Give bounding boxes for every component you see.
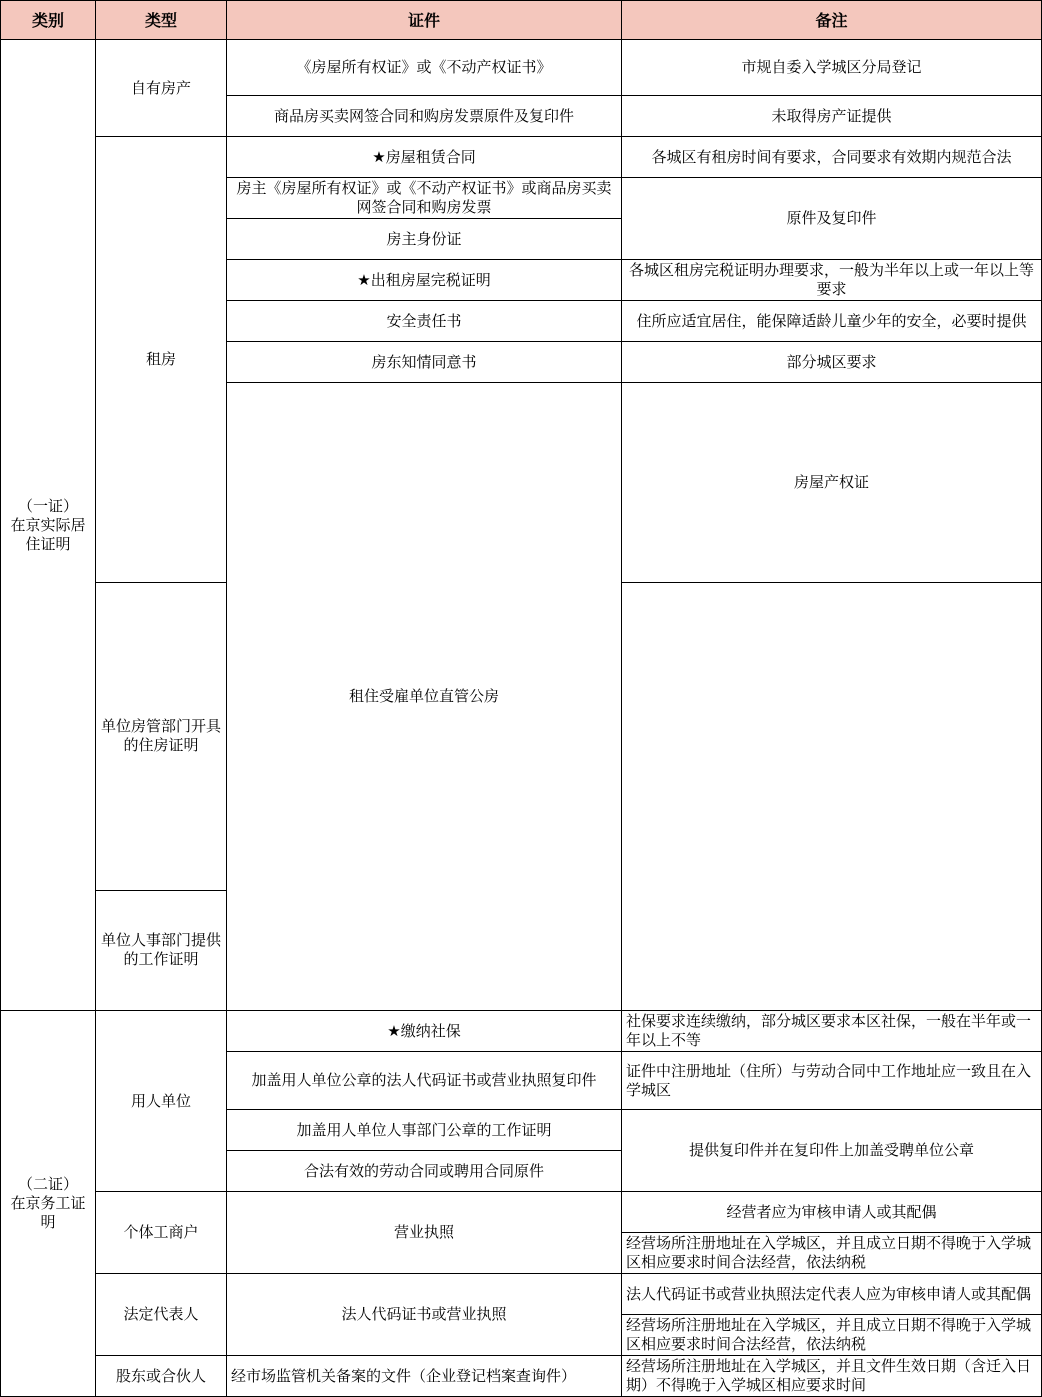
remark-cell: 各城区租房完税证明办理要求，一般为半年以上或一年以上等要求 xyxy=(622,260,1042,301)
header-category: 类别 xyxy=(1,1,96,40)
document-cell: 房屋产权证 xyxy=(622,383,1042,583)
document-cell: 《房屋所有权证》或《不动产权证书》 xyxy=(227,40,622,96)
remark-cell: 市规自委入学城区分局登记 xyxy=(622,40,1042,96)
document-cell: 加盖用人单位人事部门公章的工作证明 xyxy=(227,1110,622,1151)
table-row xyxy=(1,40,1042,96)
type-cell: 自有房产 xyxy=(96,40,227,137)
remark-cell: 未取得房产证提供 xyxy=(622,96,1042,137)
document-cell: 经市场监管机关备案的文件（企业登记档案查询件） xyxy=(227,1356,622,1397)
remark-cell: 各城区有租房时间有要求，合同要求有效期内规范合法 xyxy=(622,137,1042,178)
remark-cell: 经营场所注册地址在入学城区，并且文件生效日期（含迁入日期）不得晚于入学城区相应要求时间 xyxy=(622,1356,1042,1397)
document-cell: 营业执照 xyxy=(227,1192,622,1274)
remark-cell: 原件及复印件 xyxy=(622,178,1042,260)
document-cell: ★房屋租赁合同 xyxy=(227,137,622,178)
document-cell: 商品房买卖网签合同和购房发票原件及复印件 xyxy=(227,96,622,137)
header-document: 证件 xyxy=(227,1,622,40)
document-cell: 房主《房屋所有权证》或《不动产权证书》或商品房买卖网签合同和购房发票 xyxy=(227,178,622,219)
header-type: 类型 xyxy=(96,1,227,40)
header-row xyxy=(1,1,1042,40)
type-cell: 股东或合伙人 xyxy=(96,1356,227,1397)
category-cell: （二证） 在京务工证明 xyxy=(1,1011,96,1397)
remark-cell: 部分城区要求 xyxy=(622,342,1042,383)
type-cell: 租房 xyxy=(96,137,227,583)
document-cell: 单位人事部门提供的工作证明 xyxy=(96,890,227,1010)
document-cell: 加盖用人单位公章的法人代码证书或营业执照复印件 xyxy=(227,1052,622,1110)
type-cell: 租住受雇单位直管公房 xyxy=(227,383,622,1011)
document-cell: ★出租房屋完税证明 xyxy=(227,260,622,301)
remark-cell: 法人代码证书或营业执照法定代表人应为审核申请人或其配偶 xyxy=(622,1274,1042,1315)
document-cell: 法人代码证书或营业执照 xyxy=(227,1274,622,1356)
document-cell: 房东知情同意书 xyxy=(227,342,622,383)
remark-cell: 经营场所注册地址在入学城区，并且成立日期不得晚于入学城区相应要求时间合法经营，依法纳税 xyxy=(622,1315,1042,1356)
remark-cell: 住所应适宜居住，能保障适龄儿童少年的安全，必要时提供 xyxy=(622,301,1042,342)
document-cell: ★缴纳社保 xyxy=(227,1011,622,1052)
remark-cell: 社保要求连续缴纳，部分城区要求本区社保，一般在半年或一年以上不等 xyxy=(622,1011,1042,1052)
type-cell: 个体工商户 xyxy=(96,1192,227,1274)
table-row xyxy=(1,1356,1042,1397)
document-cell: 房主身份证 xyxy=(227,219,622,260)
table-row xyxy=(1,1192,1042,1233)
remark-cell: 经营场所注册地址在入学城区，并且成立日期不得晚于入学城区相应要求时间合法经营，依法纳税 xyxy=(622,1233,1042,1274)
remark-cell: 提供复印件并在复印件上加盖受聘单位公章 xyxy=(622,1110,1042,1192)
table-row xyxy=(1,1011,1042,1052)
category-cell: （一证） 在京实际居住证明 xyxy=(1,40,96,1011)
table-row xyxy=(1,137,1042,178)
remark-cell: 证件中注册地址（住所）与劳动合同中工作地址应一致且在入学城区 xyxy=(622,1052,1042,1110)
table-row xyxy=(1,1274,1042,1315)
type-cell: 用人单位 xyxy=(96,1011,227,1192)
type-cell: 法定代表人 xyxy=(96,1274,227,1356)
document-cell: 单位房管部门开具的住房证明 xyxy=(96,582,227,890)
document-cell: 安全责任书 xyxy=(227,301,622,342)
document-cell: 合法有效的劳动合同或聘用合同原件 xyxy=(227,1151,622,1192)
header-remark: 备注 xyxy=(622,1,1042,40)
remark-cell: 经营者应为审核申请人或其配偶 xyxy=(622,1192,1042,1233)
